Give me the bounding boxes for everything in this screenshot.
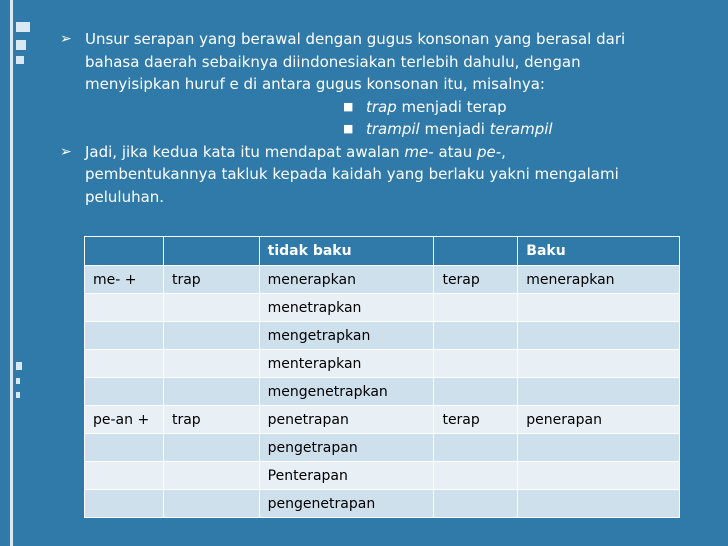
table-cell — [518, 462, 680, 490]
table-cell — [85, 294, 164, 322]
prefix-pe: pe- — [477, 142, 502, 161]
bullet-item — [60, 28, 685, 96]
example-text: menjadi — [419, 120, 490, 138]
table-row — [85, 434, 680, 462]
text-span: atau — [433, 142, 477, 161]
table-cell — [434, 490, 518, 518]
arrow-bullet-icon: ➢ — [60, 31, 72, 47]
bullet-line: peluluhan. — [85, 187, 165, 206]
table-row — [85, 350, 680, 378]
decorative-square — [16, 362, 22, 370]
table-cell: me- + — [85, 266, 164, 294]
table-cell: pe-an + — [85, 406, 164, 434]
table-row — [85, 322, 680, 350]
example-text: menjadi terap — [396, 97, 507, 116]
table-cell: menerapkan — [259, 266, 434, 294]
decorative-square — [16, 56, 24, 64]
bullet-line: pembentukannya takluk kepada kaidah yang berlaku yakni mengalami — [85, 165, 619, 183]
table-row — [85, 378, 680, 406]
table-header-cell: Baku — [518, 237, 680, 266]
table-cell — [163, 434, 259, 462]
table-cell — [518, 378, 680, 406]
table-cell: menetrapkan — [259, 294, 434, 322]
table-cell — [85, 462, 164, 490]
table-cell — [85, 350, 164, 378]
table-row — [85, 462, 680, 490]
arrow-bullet-icon: ➢ — [60, 143, 72, 160]
table-cell — [163, 462, 259, 490]
text-span: Jadi, jika kedua kata itu mendapat awalan — [85, 142, 405, 161]
decorative-square — [16, 378, 20, 384]
table-cell — [163, 294, 259, 322]
table-cell — [518, 350, 680, 378]
table-cell — [434, 462, 518, 490]
table-cell — [434, 378, 518, 406]
example-item — [60, 118, 685, 141]
table-cell: trap — [163, 266, 259, 294]
bullet-line: Unsur serapan yang berawal dengan gugus konsonan yang berasal dari — [85, 30, 626, 48]
table-cell — [85, 378, 164, 406]
table-cell — [85, 322, 164, 350]
example-item — [60, 96, 685, 119]
table-row — [85, 266, 680, 294]
table-header-cell — [163, 237, 259, 266]
example-word: trap — [366, 97, 397, 116]
table-cell: menerapkan — [518, 266, 680, 294]
table-cell — [434, 350, 518, 378]
table-cell: menterapkan — [259, 350, 434, 378]
table-header-cell: tidak baku — [259, 237, 434, 266]
decorative-square — [16, 40, 26, 50]
table-cell — [85, 490, 164, 518]
bullet-item — [60, 141, 685, 209]
table-cell: penerapan — [518, 406, 680, 434]
table-header-row — [85, 237, 680, 266]
example-word: trampil — [366, 120, 420, 138]
bullet-line: bahasa daerah sebaiknya diindonesiakan terlebih dahulu, dengan — [85, 52, 581, 71]
table-cell — [518, 322, 680, 350]
table-cell: terap — [434, 406, 518, 434]
table-cell — [434, 434, 518, 462]
table-cell — [518, 294, 680, 322]
bullet-line: menyisipkan huruf e di antara gugus konsonan itu, misalnya: — [85, 75, 545, 93]
table-cell: Penterapan — [259, 462, 434, 490]
decorative-square — [16, 392, 20, 398]
table-row — [85, 294, 680, 322]
word-table — [84, 236, 680, 518]
text-span: , — [501, 142, 506, 161]
decorative-square — [16, 22, 30, 32]
table-cell — [434, 294, 518, 322]
table-cell — [85, 434, 164, 462]
table-row — [85, 490, 680, 518]
table-cell — [163, 350, 259, 378]
table-cell: pengenetrapan — [259, 490, 434, 518]
table-cell — [434, 322, 518, 350]
square-bullet-icon: ■ — [343, 122, 354, 135]
table-header-cell — [434, 237, 518, 266]
table-cell — [163, 490, 259, 518]
decorative-vertical-line — [10, 0, 13, 546]
table-cell: mengetrapkan — [259, 322, 434, 350]
table-cell — [518, 490, 680, 518]
table-cell: trap — [163, 406, 259, 434]
slide-content — [60, 28, 685, 208]
table-cell: penetrapan — [259, 406, 434, 434]
table-row — [85, 406, 680, 434]
table-cell — [163, 322, 259, 350]
table-cell — [518, 434, 680, 462]
square-bullet-icon: ■ — [343, 99, 354, 113]
table-cell: terap — [434, 266, 518, 294]
example-result: terampil — [489, 120, 553, 138]
table-cell — [163, 378, 259, 406]
bullet-line — [85, 141, 685, 164]
table-header-cell — [85, 237, 164, 266]
table-cell: mengenetrapkan — [259, 378, 434, 406]
prefix-me: me- — [404, 142, 434, 161]
table-cell: pengetrapan — [259, 434, 434, 462]
